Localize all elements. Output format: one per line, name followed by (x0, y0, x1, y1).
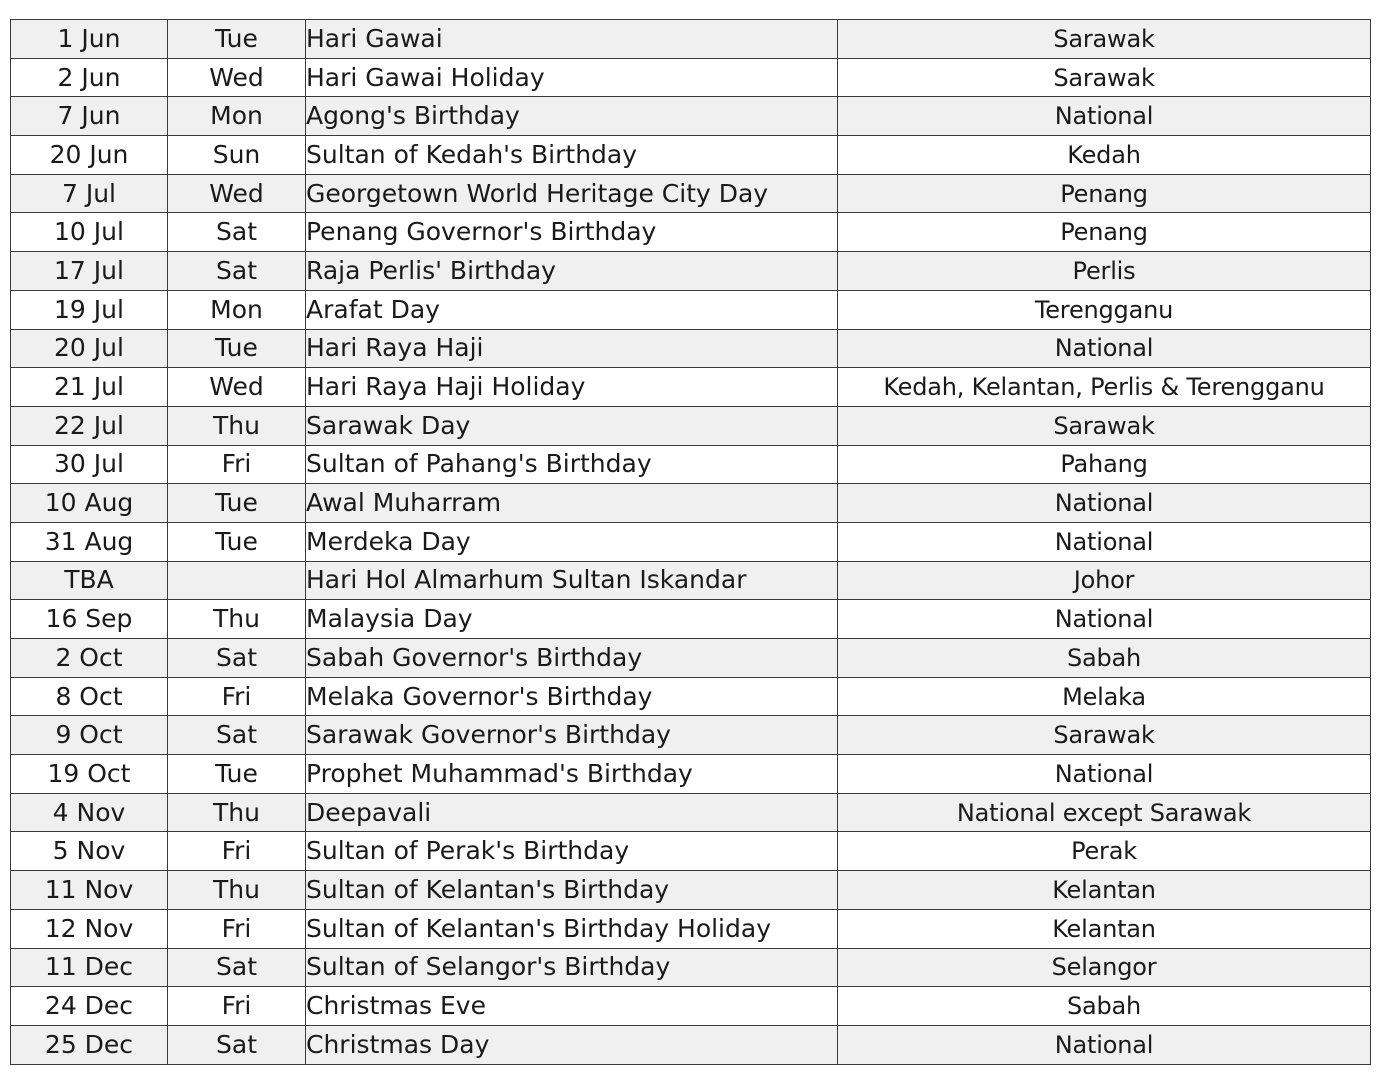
holiday-weekday-cell: Tue (168, 755, 306, 794)
holiday-weekday-cell: Thu (168, 793, 306, 832)
holiday-weekday-cell: Tue (168, 329, 306, 368)
table-row (11, 58, 1371, 97)
holiday-region-cell: Sarawak (838, 58, 1371, 97)
holiday-name-cell: Raja Perlis' Birthday (306, 252, 838, 291)
holiday-name-cell: Penang Governor's Birthday (306, 213, 838, 252)
holiday-name-cell: Sultan of Kelantan's Birthday Holiday (306, 909, 838, 948)
holiday-region-cell: Sabah (838, 987, 1371, 1026)
holiday-region-cell: Terengganu (838, 290, 1371, 329)
holiday-date-cell: 9 Oct (11, 716, 168, 755)
holiday-region-cell: Sarawak (838, 716, 1371, 755)
holiday-date-cell: 21 Jul (11, 368, 168, 407)
holiday-weekday-cell: Fri (168, 445, 306, 484)
holiday-name-cell: Georgetown World Heritage City Day (306, 174, 838, 213)
holiday-date-cell: 20 Jun (11, 136, 168, 175)
holiday-region-cell: Kedah, Kelantan, Perlis & Terengganu (838, 368, 1371, 407)
holiday-region-cell: National (838, 1025, 1371, 1064)
holiday-name-cell: Sabah Governor's Birthday (306, 639, 838, 678)
holiday-region-cell: National except Sarawak (838, 793, 1371, 832)
holiday-name-cell: Sultan of Pahang's Birthday (306, 445, 838, 484)
table-row (11, 329, 1371, 368)
holiday-name-cell: Hari Gawai (306, 20, 838, 59)
holiday-weekday-cell: Fri (168, 677, 306, 716)
holiday-weekday-cell: Sat (168, 1025, 306, 1064)
table-row (11, 832, 1371, 871)
holiday-date-cell: 8 Oct (11, 677, 168, 716)
holiday-region-cell: National (838, 522, 1371, 561)
holiday-date-cell: 22 Jul (11, 406, 168, 445)
table-row (11, 368, 1371, 407)
table-row (11, 1025, 1371, 1064)
holiday-date-cell: 10 Jul (11, 213, 168, 252)
table-row (11, 20, 1371, 59)
table-row (11, 174, 1371, 213)
holiday-date-cell: 19 Jul (11, 290, 168, 329)
holiday-table (10, 19, 1371, 1065)
holiday-name-cell: Prophet Muhammad's Birthday (306, 755, 838, 794)
table-row (11, 716, 1371, 755)
holiday-name-cell: Sarawak Day (306, 406, 838, 445)
holiday-region-cell: Penang (838, 213, 1371, 252)
holiday-name-cell: Sultan of Kedah's Birthday (306, 136, 838, 175)
holiday-date-cell: TBA (11, 561, 168, 600)
holiday-region-cell: Johor (838, 561, 1371, 600)
holiday-name-cell: Sarawak Governor's Birthday (306, 716, 838, 755)
holiday-name-cell: Christmas Day (306, 1025, 838, 1064)
holiday-region-cell: Kedah (838, 136, 1371, 175)
holiday-region-cell: National (838, 600, 1371, 639)
holiday-region-cell: Penang (838, 174, 1371, 213)
holiday-name-cell: Agong's Birthday (306, 97, 838, 136)
table-row (11, 290, 1371, 329)
holiday-region-cell: Pahang (838, 445, 1371, 484)
holiday-date-cell: 20 Jul (11, 329, 168, 368)
holiday-weekday-cell: Mon (168, 290, 306, 329)
holiday-weekday-cell: Thu (168, 871, 306, 910)
table-row (11, 871, 1371, 910)
holiday-region-cell: Kelantan (838, 871, 1371, 910)
holiday-weekday-cell: Thu (168, 600, 306, 639)
holiday-region-cell: Sarawak (838, 20, 1371, 59)
holiday-date-cell: 12 Nov (11, 909, 168, 948)
table-row (11, 522, 1371, 561)
holiday-region-cell: National (838, 755, 1371, 794)
holiday-name-cell: Melaka Governor's Birthday (306, 677, 838, 716)
holiday-name-cell: Sultan of Perak's Birthday (306, 832, 838, 871)
holiday-name-cell: Merdeka Day (306, 522, 838, 561)
holiday-region-cell: Perlis (838, 252, 1371, 291)
holiday-name-cell: Hari Raya Haji Holiday (306, 368, 838, 407)
holiday-date-cell: 10 Aug (11, 484, 168, 523)
holiday-date-cell: 5 Nov (11, 832, 168, 871)
holiday-name-cell: Sultan of Selangor's Birthday (306, 948, 838, 987)
holiday-date-cell: 4 Nov (11, 793, 168, 832)
holiday-region-cell: National (838, 329, 1371, 368)
holiday-weekday-cell: Sat (168, 716, 306, 755)
table-row (11, 484, 1371, 523)
holiday-weekday-cell: Tue (168, 484, 306, 523)
holiday-weekday-cell: Mon (168, 97, 306, 136)
table-row (11, 213, 1371, 252)
holiday-name-cell: Christmas Eve (306, 987, 838, 1026)
holiday-date-cell: 16 Sep (11, 600, 168, 639)
table-row (11, 600, 1371, 639)
holiday-weekday-cell: Wed (168, 368, 306, 407)
holiday-name-cell: Hari Hol Almarhum Sultan Iskandar (306, 561, 838, 600)
holiday-name-cell: Deepavali (306, 793, 838, 832)
holiday-region-cell: Selangor (838, 948, 1371, 987)
table-row (11, 909, 1371, 948)
holiday-name-cell: Sultan of Kelantan's Birthday (306, 871, 838, 910)
holiday-weekday-cell: Sat (168, 639, 306, 678)
table-row (11, 639, 1371, 678)
holiday-region-cell: Melaka (838, 677, 1371, 716)
holiday-weekday-cell: Thu (168, 406, 306, 445)
table-row (11, 677, 1371, 716)
holiday-weekday-cell: Fri (168, 987, 306, 1026)
holiday-date-cell: 7 Jun (11, 97, 168, 136)
holiday-name-cell: Awal Muharram (306, 484, 838, 523)
holiday-weekday-cell: Tue (168, 20, 306, 59)
holiday-name-cell: Arafat Day (306, 290, 838, 329)
table-row (11, 987, 1371, 1026)
holiday-weekday-cell: Sat (168, 252, 306, 291)
holiday-region-cell: National (838, 97, 1371, 136)
holiday-weekday-cell (168, 561, 306, 600)
holiday-date-cell: 25 Dec (11, 1025, 168, 1064)
holiday-weekday-cell: Fri (168, 832, 306, 871)
holiday-weekday-cell: Wed (168, 174, 306, 213)
holiday-name-cell: Malaysia Day (306, 600, 838, 639)
table-row (11, 561, 1371, 600)
holiday-date-cell: 2 Oct (11, 639, 168, 678)
holiday-date-cell: 1 Jun (11, 20, 168, 59)
table-row (11, 97, 1371, 136)
holiday-weekday-cell: Sat (168, 213, 306, 252)
holiday-weekday-cell: Wed (168, 58, 306, 97)
holiday-weekday-cell: Fri (168, 909, 306, 948)
holiday-region-cell: Kelantan (838, 909, 1371, 948)
holiday-date-cell: 11 Nov (11, 871, 168, 910)
table-row (11, 948, 1371, 987)
holiday-table-body (11, 20, 1371, 1065)
holiday-date-cell: 17 Jul (11, 252, 168, 291)
holiday-date-cell: 30 Jul (11, 445, 168, 484)
table-row (11, 406, 1371, 445)
holiday-date-cell: 31 Aug (11, 522, 168, 561)
holiday-weekday-cell: Sat (168, 948, 306, 987)
table-row (11, 755, 1371, 794)
holiday-name-cell: Hari Raya Haji (306, 329, 838, 368)
holiday-date-cell: 24 Dec (11, 987, 168, 1026)
table-row (11, 793, 1371, 832)
holiday-name-cell: Hari Gawai Holiday (306, 58, 838, 97)
holiday-region-cell: Sarawak (838, 406, 1371, 445)
holiday-region-cell: National (838, 484, 1371, 523)
table-row (11, 445, 1371, 484)
holiday-date-cell: 7 Jul (11, 174, 168, 213)
holiday-date-cell: 19 Oct (11, 755, 168, 794)
holiday-date-cell: 11 Dec (11, 948, 168, 987)
table-row (11, 252, 1371, 291)
holiday-region-cell: Sabah (838, 639, 1371, 678)
holiday-weekday-cell: Tue (168, 522, 306, 561)
holiday-weekday-cell: Sun (168, 136, 306, 175)
holiday-date-cell: 2 Jun (11, 58, 168, 97)
table-row (11, 136, 1371, 175)
holiday-region-cell: Perak (838, 832, 1371, 871)
